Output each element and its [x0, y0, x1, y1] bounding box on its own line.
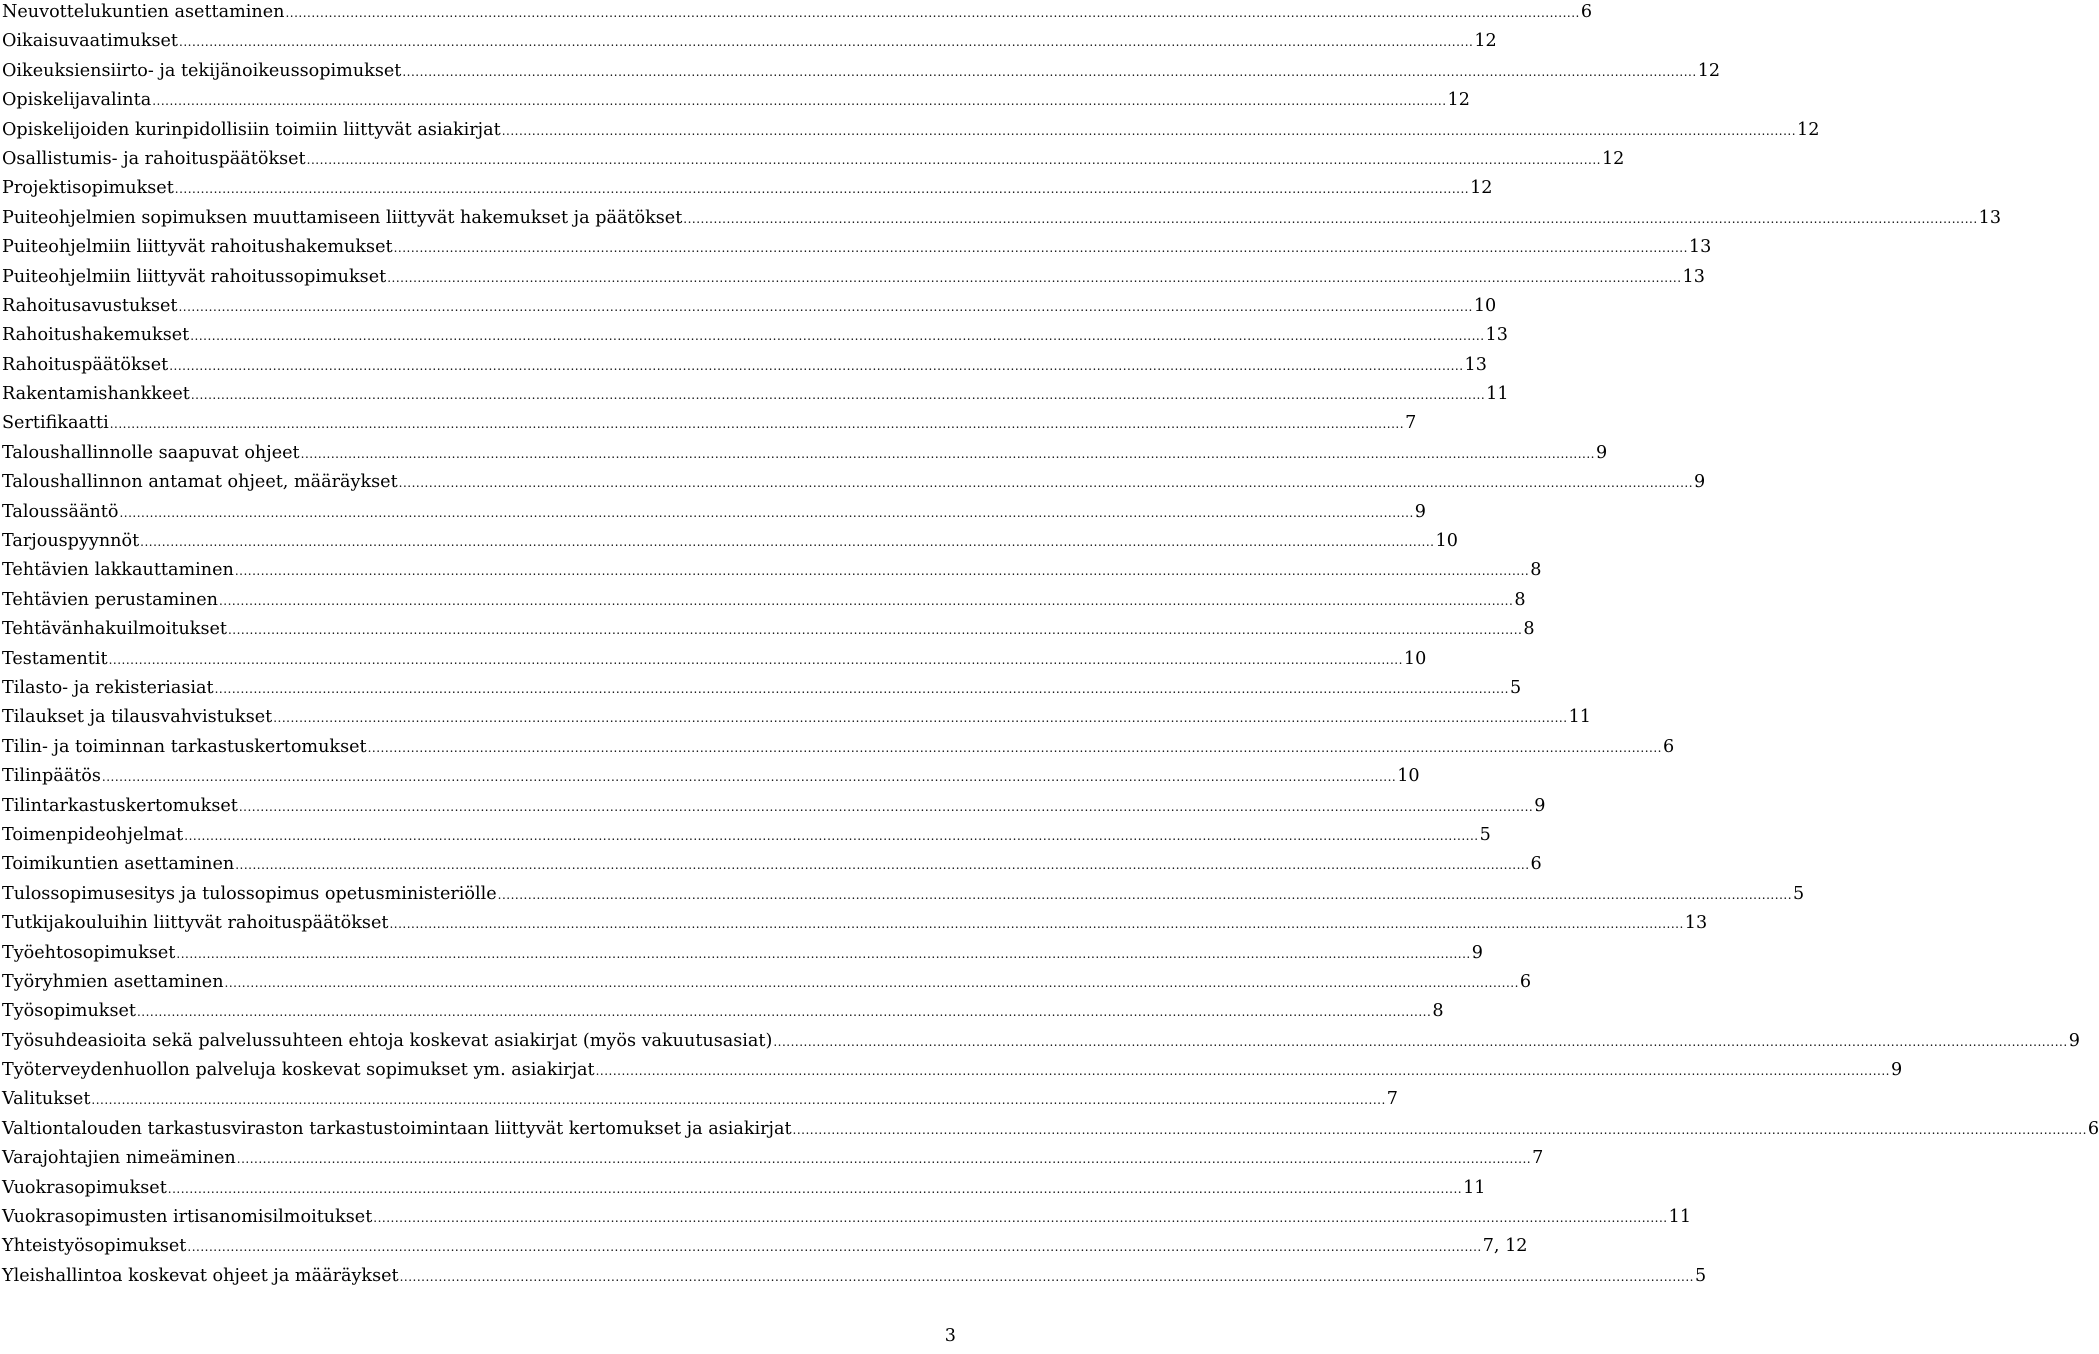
entry-page: 10: [1473, 295, 1497, 316]
leader-dots: ............................................................................................................................................................................................................................................................................................................: [190, 388, 1486, 403]
entry-page: 6: [1662, 736, 1675, 757]
leader-dots: ............................................................................................................................................................................................................................................................................................................: [367, 740, 1662, 755]
index-entry: [2, 439, 1608, 468]
leader-dots: ............................................................................................................................................................................................................................................................................................................: [101, 770, 1397, 785]
entry-title: Toimikuntien asettaminen: [2, 854, 235, 875]
entry-page: 9: [2068, 1030, 2080, 1051]
leader-dots: ............................................................................................................................................................................................................................................................................................................: [187, 1240, 1482, 1255]
entry-page: 12: [1697, 60, 1721, 81]
index-entry: [2, 1232, 1528, 1261]
entry-page: 8: [1530, 560, 1542, 581]
index-entry: [2, 733, 1675, 762]
entry-title: Tarjouspyynnöt: [2, 531, 140, 552]
entry-page: 12: [1797, 119, 1820, 140]
entry-page: 9: [1694, 472, 1706, 493]
entry-title: Puiteohjelmiin liittyvät rahoitussopimukset: [2, 266, 387, 287]
leader-dots: ............................................................................................................................................................................................................................................................................................................: [497, 887, 1793, 902]
index-entry: [2, 762, 1420, 791]
leader-dots: ............................................................................................................................................................................................................................................................................................................: [285, 6, 1580, 20]
leader-dots: ............................................................................................................................................................................................................................................................................................................: [234, 564, 1530, 579]
index-entry: [2, 1262, 1707, 1291]
entry-title: Tehtävien perustaminen: [2, 589, 218, 610]
entry-page: 10: [1403, 648, 1427, 669]
index-entry: [2, 0, 1593, 27]
index-entry: [2, 233, 1712, 262]
entry-title: Yhteistyösopimukset: [2, 1236, 187, 1257]
entry-page: 13: [1688, 237, 1712, 258]
leader-dots: ............................................................................................................................................................................................................................................................................................................: [273, 711, 1568, 726]
index-entry: [2, 792, 1546, 821]
entry-page: 13: [1682, 266, 1705, 287]
index-entry: [2, 909, 1708, 938]
index-entry: [2, 204, 2002, 233]
index-entry: [2, 586, 1526, 615]
entry-page: 5: [1509, 677, 1522, 698]
entry-title: Neuvottelukuntien asettaminen: [2, 2, 285, 22]
leader-dots: ............................................................................................................................................................................................................................................................................................................: [373, 1211, 1668, 1226]
entry-page: 6: [1580, 2, 1593, 22]
entry-page: 7: [1405, 413, 1417, 434]
entry-page: 5: [1694, 1265, 1707, 1286]
leader-dots: ............................................................................................................................................................................................................................................................................................................: [190, 329, 1485, 344]
entry-title: Taloushallinnon antamat ohjeet, määräykset: [2, 472, 398, 493]
index-entry: [2, 968, 1532, 997]
entry-page: 12: [1470, 178, 1493, 199]
index-entry: [2, 674, 1522, 703]
leader-dots: ............................................................................................................................................................................................................................................................................................................: [595, 1064, 1890, 1079]
leader-dots: ............................................................................................................................................................................................................................................................................................................: [152, 94, 1447, 109]
leader-dots: ............................................................................................................................................................................................................................................................................................................: [184, 828, 1479, 843]
index-entry: [2, 1144, 1544, 1173]
entry-title: Tilasto- ja rekisteriasiat: [2, 677, 214, 698]
index-entry: [2, 997, 1444, 1026]
entry-page: 9: [1414, 501, 1426, 522]
entry-page: 13: [1978, 207, 2002, 228]
leader-dots: ............................................................................................................................................................................................................................................................................................................: [227, 623, 1523, 638]
leader-dots: ............................................................................................................................................................................................................................................................................................................: [179, 35, 1474, 50]
entry-page: 8: [1514, 589, 1526, 610]
entry-page: 12: [1447, 90, 1470, 111]
index-entry: [2, 380, 1509, 409]
leader-dots: ............................................................................................................................................................................................................................................................................................................: [167, 1181, 1463, 1196]
entry-page: 10: [1397, 766, 1420, 787]
entry-title: Vuokrasopimusten irtisanomisilmoitukset: [2, 1207, 373, 1228]
entry-title: Opiskelijoiden kurinpidollisiin toimiin liittyvät asiakirjat: [2, 119, 501, 140]
entry-page: 8: [1432, 1001, 1444, 1022]
entry-page: 13: [1485, 325, 1508, 346]
index-entry: [2, 556, 1542, 585]
entry-page: 11: [1463, 1177, 1486, 1198]
leader-dots: ............................................................................................................................................................................................................................................................................................................: [214, 681, 1509, 696]
entry-title: Tilinpäätös: [2, 766, 101, 787]
entry-title: Taloussääntö: [2, 501, 119, 522]
entry-title: Taloushallinnolle saapuvat ohjeet: [2, 442, 300, 463]
leader-dots: ............................................................................................................................................................................................................................................................................................................: [136, 1005, 1432, 1020]
entry-page: 11: [1668, 1207, 1692, 1228]
leader-dots: ............................................................................................................................................................................................................................................................................................................: [393, 241, 1688, 256]
entry-page: 13: [1464, 354, 1487, 375]
leader-dots: ............................................................................................................................................................................................................................................................................................................: [501, 123, 1797, 138]
leader-dots: ............................................................................................................................................................................................................................................................................................................: [140, 535, 1435, 550]
entry-title: Työsuhdeasioita sekä palvelussuhteen ehtoja koskevat asiakirjat (myös vakuutusasiat): [2, 1030, 773, 1051]
index-entry: [2, 939, 1483, 968]
leader-dots: ............................................................................................................................................................................................................................................................................................................: [402, 64, 1697, 79]
entry-page: 10: [1435, 531, 1458, 552]
index-entry: [2, 821, 1491, 850]
index-list: [2, 0, 2099, 1291]
leader-dots: ............................................................................................................................................................................................................................................................................................................: [169, 358, 1464, 373]
leader-dots: ............................................................................................................................................................................................................................................................................................................: [176, 946, 1471, 961]
index-entry: [2, 703, 1591, 732]
index-entry: [2, 1056, 1903, 1085]
leader-dots: ............................................................................................................................................................................................................................................................................................................: [119, 505, 1414, 520]
entry-title: Opiskelijavalinta: [2, 90, 152, 111]
index-entry: [2, 174, 1493, 203]
entry-title: Puiteohjelmien sopimuksen muuttamiseen liittyvät hakemukset ja päätökset: [2, 207, 683, 228]
leader-dots: ............................................................................................................................................................................................................................................................................................................: [389, 917, 1684, 932]
leader-dots: ............................................................................................................................................................................................................................................................................................................: [683, 211, 1978, 226]
entry-title: Rahoituspäätökset: [2, 354, 169, 375]
leader-dots: ............................................................................................................................................................................................................................................................................................................: [224, 975, 1519, 990]
entry-title: Tulossopimusesitys ja tulossopimus opetusministeriölle: [2, 883, 497, 904]
index-entry: [2, 409, 1417, 438]
leader-dots: ............................................................................................................................................................................................................................................................................................................: [398, 476, 1694, 491]
entry-title: Tehtävien lakkauttaminen: [2, 560, 234, 581]
index-entry: [2, 527, 1458, 556]
entry-title: Tilintarkastuskertomukset: [2, 795, 238, 816]
entry-title: Tehtävänhakuilmoitukset: [2, 619, 227, 640]
entry-title: Valtiontalouden tarkastusviraston tarkastustoimintaan liittyvät kertomukset ja asiakirjat: [2, 1118, 792, 1139]
page-number: 3: [944, 1326, 956, 1346]
entry-title: Testamentit: [2, 648, 108, 669]
entry-title: Tilin- ja toiminnan tarkastuskertomukset: [2, 736, 367, 757]
entry-page: 9: [1471, 942, 1483, 963]
entry-title: Oikeuksiensiirto- ja tekijänoikeussopimukset: [2, 60, 402, 81]
entry-title: Työryhmien asettaminen: [2, 971, 224, 992]
index-entry: [2, 86, 1470, 115]
index-entry: [2, 645, 1427, 674]
index-entry: [2, 351, 1487, 380]
leader-dots: ............................................................................................................................................................................................................................................................................................................: [792, 1122, 2087, 1137]
index-entry: [2, 1174, 1486, 1203]
entry-page: 11: [1486, 384, 1509, 405]
leader-dots: ............................................................................................................................................................................................................................................................................................................: [108, 652, 1403, 667]
index-entry: [2, 27, 1497, 56]
entry-title: Yleishallintoa koskevat ohjeet ja määräykset: [2, 1265, 399, 1286]
entry-page: 6: [2087, 1118, 2099, 1139]
entry-title: Työehtosopimukset: [2, 942, 176, 963]
index-entry: [2, 1027, 2080, 1056]
entry-title: Sertifikaatti: [2, 413, 109, 434]
entry-page: 5: [1479, 824, 1491, 845]
leader-dots: ............................................................................................................................................................................................................................................................................................................: [399, 1269, 1694, 1284]
index-entry: [2, 1115, 2099, 1144]
entry-title: Projektisopimukset: [2, 178, 174, 199]
leader-dots: ............................................................................................................................................................................................................................................................................................................: [235, 858, 1530, 873]
leader-dots: ............................................................................................................................................................................................................................................................................................................: [387, 270, 1682, 285]
leader-dots: ............................................................................................................................................................................................................................................................................................................: [300, 446, 1595, 461]
leader-dots: ............................................................................................................................................................................................................................................................................................................: [236, 1152, 1532, 1167]
index-entry: [2, 615, 1535, 644]
entry-title: Rahoitusavustukset: [2, 295, 178, 316]
entry-title: Tutkijakouluihin liittyvät rahoituspäätökset: [2, 913, 389, 934]
entry-page: 7: [1532, 1148, 1544, 1169]
entry-page: 8: [1523, 619, 1535, 640]
entry-page: 7, 12: [1482, 1236, 1528, 1257]
index-entry: [2, 850, 1542, 879]
index-entry: [2, 1203, 1692, 1232]
entry-page: 9: [1595, 442, 1608, 463]
entry-page: 12: [1474, 31, 1497, 52]
entry-page: 7: [1386, 1089, 1398, 1110]
entry-title: Valitukset: [2, 1089, 91, 1110]
index-entry: [2, 145, 1625, 174]
leader-dots: ............................................................................................................................................................................................................................................................................................................: [306, 152, 1601, 167]
entry-title: Varajohtajien nimeäminen: [2, 1148, 236, 1169]
index-entry: [2, 468, 1706, 497]
entry-title: Rahoitushakemukset: [2, 325, 190, 346]
leader-dots: ............................................................................................................................................................................................................................................................................................................: [238, 799, 1534, 814]
entry-title: Puiteohjelmiin liittyvät rahoitushakemukset: [2, 237, 393, 258]
leader-dots: ............................................................................................................................................................................................................................................................................................................: [773, 1034, 2068, 1049]
entry-page: 9: [1534, 795, 1546, 816]
entry-page: 5: [1793, 883, 1805, 904]
index-entry: [2, 1085, 1398, 1114]
leader-dots: ............................................................................................................................................................................................................................................................................................................: [178, 299, 1473, 314]
entry-title: Toimenpideohjelmat: [2, 824, 184, 845]
entry-page: 11: [1568, 707, 1591, 728]
index-entry: [2, 292, 1497, 321]
entry-page: 9: [1890, 1060, 1903, 1081]
entry-title: Osallistumis- ja rahoituspäätökset: [2, 148, 306, 169]
entry-title: Työterveydenhuollon palveluja koskevat sopimukset ym. asiakirjat: [2, 1060, 595, 1081]
index-entry: [2, 498, 1426, 527]
leader-dots: ............................................................................................................................................................................................................................................................................................................: [174, 182, 1470, 197]
entry-page: 12: [1601, 148, 1625, 169]
index-entry: [2, 880, 1805, 909]
entry-title: Oikaisuvaatimukset: [2, 31, 178, 52]
entry-page: 6: [1519, 971, 1532, 992]
entry-title: Tilaukset ja tilausvahvistukset: [2, 707, 273, 728]
leader-dots: ............................................................................................................................................................................................................................................................................................................: [91, 1093, 1386, 1108]
entry-page: 6: [1530, 854, 1542, 875]
index-entry: [2, 57, 1721, 86]
entry-title: Vuokrasopimukset: [2, 1177, 167, 1198]
index-entry: [2, 263, 1705, 292]
index-entry: [2, 321, 1508, 350]
entry-title: Rakentamishankkeet: [2, 384, 190, 405]
leader-dots: ............................................................................................................................................................................................................................................................................................................: [109, 417, 1405, 432]
index-entry: [2, 116, 1820, 145]
leader-dots: ............................................................................................................................................................................................................................................................................................................: [218, 593, 1514, 608]
entry-title: Työsopimukset: [2, 1001, 136, 1022]
entry-page: 13: [1684, 913, 1708, 934]
